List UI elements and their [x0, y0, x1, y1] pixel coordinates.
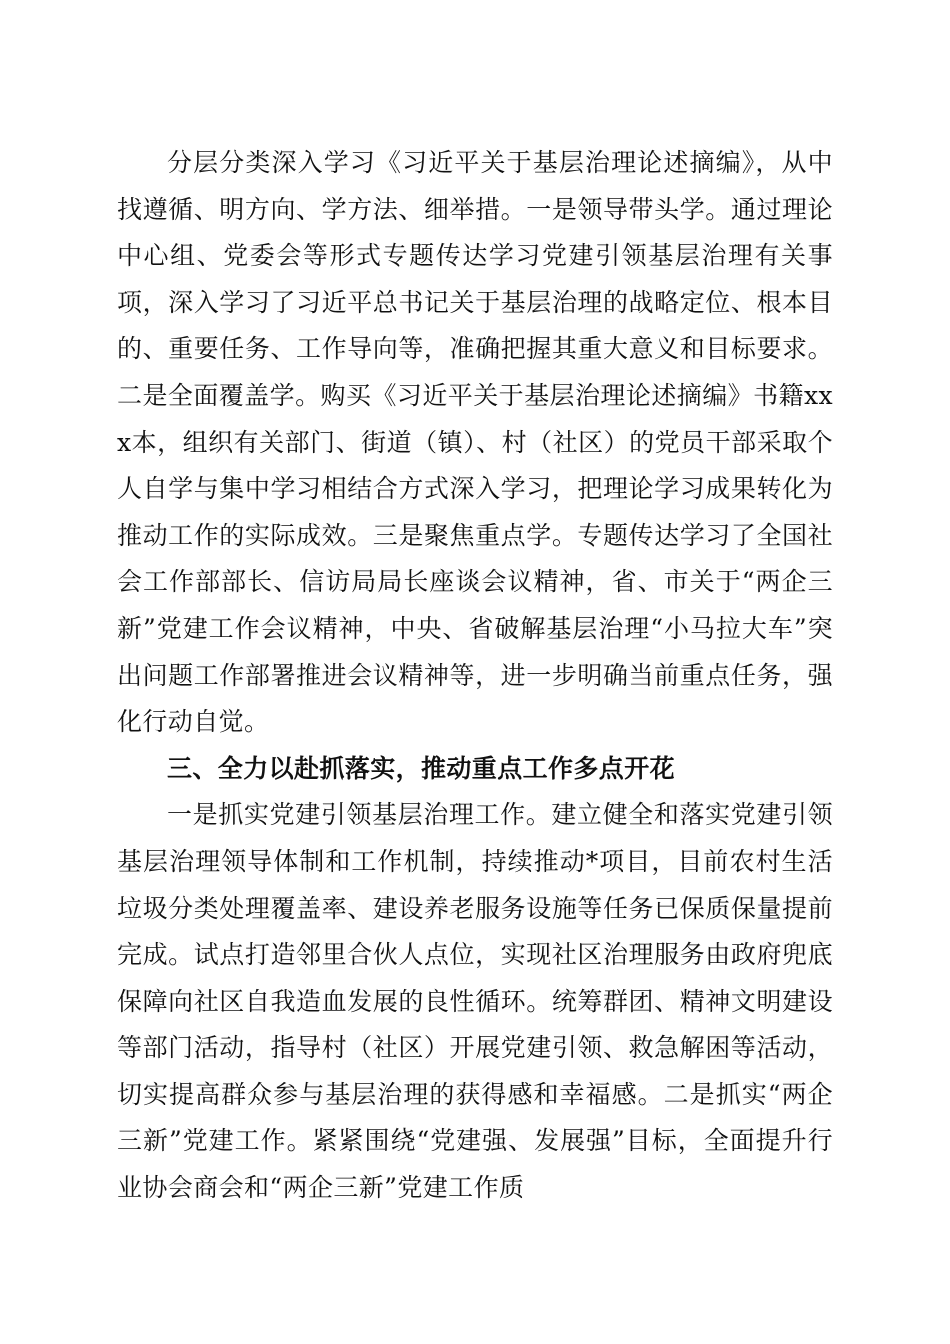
document-page: [117, 140, 833, 1212]
section-heading: 三、全力以赴抓落实，推动重点工作多点开花: [167, 753, 676, 783]
body-paragraph: 分层分类深入学习《习近平关于基层治理论述摘编》，从中找遵循、明方向、学方法、细举措。一是领导带头学。通过理论中心组、党委会等形式专题传达学习党建引领基层治理有关事项，深入学习了习近平总书记关于基层治理的战略定位、根本目的、重要任务、工作导向等，准确把握其重大意义和目标要求。二是全面覆盖学。购买《习近平关于基层治理论述摘编》书籍xxx本，组织有关部门、街道（镇）、村（社区）的党员干部采取个人自学与集中学习相结合方式深入学习，把理论学习成果转化为推动工作的实际成效。三是聚焦重点学。专题传达学习了全国社会工作部部长、信访局局长座谈会议精神，省、市关于“两企三新”党建工作会议精神，中央、省破解基层治理“小马拉大车”突出问题工作部署推进会议精神等，进一步明确当前重点任务，强化行动自觉。: [117, 148, 833, 737]
body-paragraph: 一是抓实党建引领基层治理工作。建立健全和落实党建引领基层治理领导体制和工作机制，持续推动*项目，目前农村生活垃圾分类处理覆盖率、建设养老服务设施等任务已保质保量提前完成。试点打造邻里合伙人点位，实现社区治理服务由政府兜底保障向社区自我造血发展的良性循环。统筹群团、精神文明建设等部门活动，指导村（社区）开展党建引领、救急解困等活动，切实提高群众参与基层治理的获得感和幸福感。二是抓实“两企三新”党建工作。紧紧围绕“党建强、发展强”目标，全面提升行业协会商会和“两企三新”党建工作质: [117, 800, 833, 1203]
